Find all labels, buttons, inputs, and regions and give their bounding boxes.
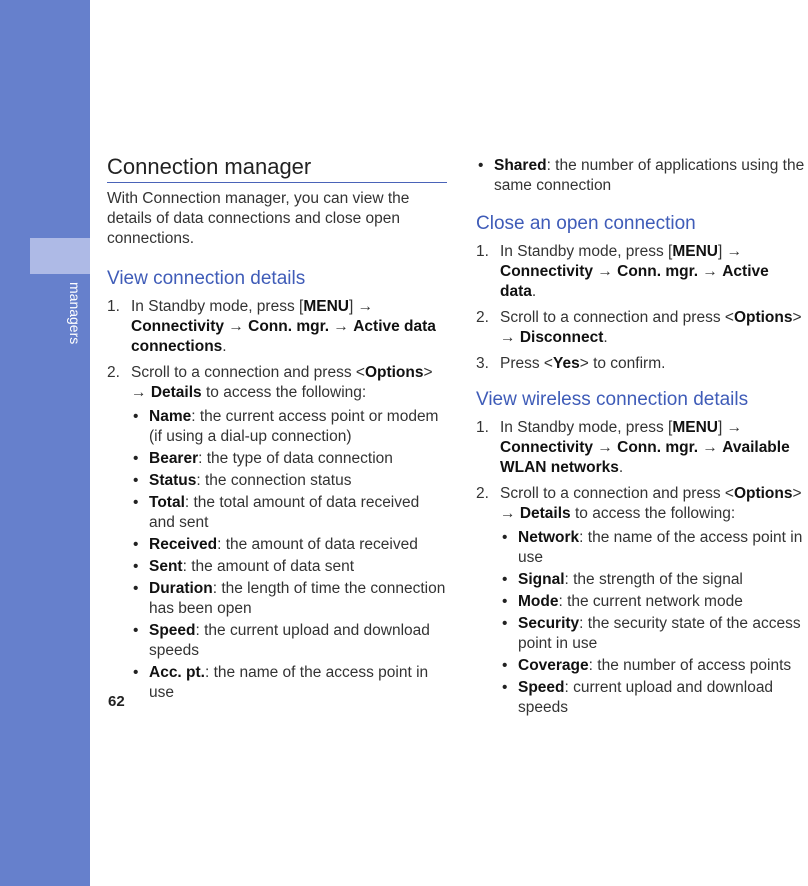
list-item: • Received: the amount of data received — [131, 535, 447, 555]
list-item: • Speed: current upload and download speeds — [500, 678, 808, 718]
view-connection-steps — [107, 297, 447, 703]
list-item: • Mode: the current network mode — [500, 592, 808, 612]
close-step-1: 1. In Standby mode, press [MENU] → Connectivity → Conn. mgr. → Active data. — [476, 243, 769, 300]
wireless-details-list — [500, 528, 808, 718]
list-item: • Network: the name of the access point in use — [500, 528, 808, 568]
wireless-connection-steps — [476, 418, 808, 718]
close-step-2: 2. Scroll to a connection and press <Options> → Disconnect. — [476, 309, 802, 346]
list-item: • Total: the total amount of data received and sent — [131, 493, 447, 533]
chapter-label: managers — [67, 282, 83, 345]
left-column — [107, 154, 447, 703]
close-connection-heading: Close an open connection — [476, 213, 696, 234]
list-item: • Bearer: the type of data connection — [131, 449, 447, 469]
chapter-sidebar — [0, 0, 90, 886]
view-details-list-continued — [476, 156, 808, 196]
view-step-1: 1. In Standby mode, press [MENU] → Connectivity → Conn. mgr. → Active data connections. — [107, 298, 436, 355]
page-title: Connection manager — [107, 154, 447, 183]
list-item: • Speed: the current upload and download speeds — [131, 621, 447, 661]
wireless-step-2: 2. Scroll to a connection and press <Options> → Details to access the following: • Network: the name of the access point in use • Signal: the strength of the signal • Mode: the current network mode • Security: the security state of the access point in use • Coverage: the number of access points • Speed: current upload and download speeds — [476, 484, 808, 718]
chapter-tab-marker — [30, 238, 90, 274]
right-column — [476, 154, 808, 718]
intro-paragraph: With Connection manager, you can view the details of data connections and close open connections. — [107, 190, 410, 247]
list-item: • Duration: the length of time the connection has been open — [131, 579, 447, 619]
list-item: • Security: the security state of the access point in use — [500, 614, 808, 654]
close-step-3: 3. Press <Yes> to confirm. — [476, 355, 666, 372]
list-item: • Coverage: the number of access points — [500, 656, 808, 676]
list-item: • Shared: the number of applications using the same connection — [476, 156, 808, 196]
list-item: • Acc. pt.: the name of the access point in use — [131, 663, 447, 703]
wireless-connection-heading: View wireless connection details — [476, 389, 749, 410]
view-step-2: 2. Scroll to a connection and press <Options> → Details to access the following: • Name: the current access point or modem (if using a dial-up connection) • Bearer: the type of data connection • Status: the connection status • Total: the total amount of data received and sent • Received: the amount of data received • Sent: the amount of data sent • Duration: the length of time the connection has been open • Speed: the current upload and download speeds • Acc. pt.: the name of the access point in use — [107, 363, 447, 703]
close-connection-steps — [476, 242, 808, 374]
view-details-list — [131, 407, 447, 703]
page-number: 62 — [108, 693, 125, 710]
list-item: • Status: the connection status — [131, 471, 447, 491]
wireless-step-1: 1. In Standby mode, press [MENU] → Connectivity → Conn. mgr. → Available WLAN networks. — [476, 419, 790, 476]
list-item: • Signal: the strength of the signal — [500, 570, 808, 590]
list-item: • Sent: the amount of data sent — [131, 557, 447, 577]
list-item: • Name: the current access point or modem (if using a dial-up connection) — [131, 407, 447, 447]
view-connection-heading: View connection details — [107, 268, 306, 289]
